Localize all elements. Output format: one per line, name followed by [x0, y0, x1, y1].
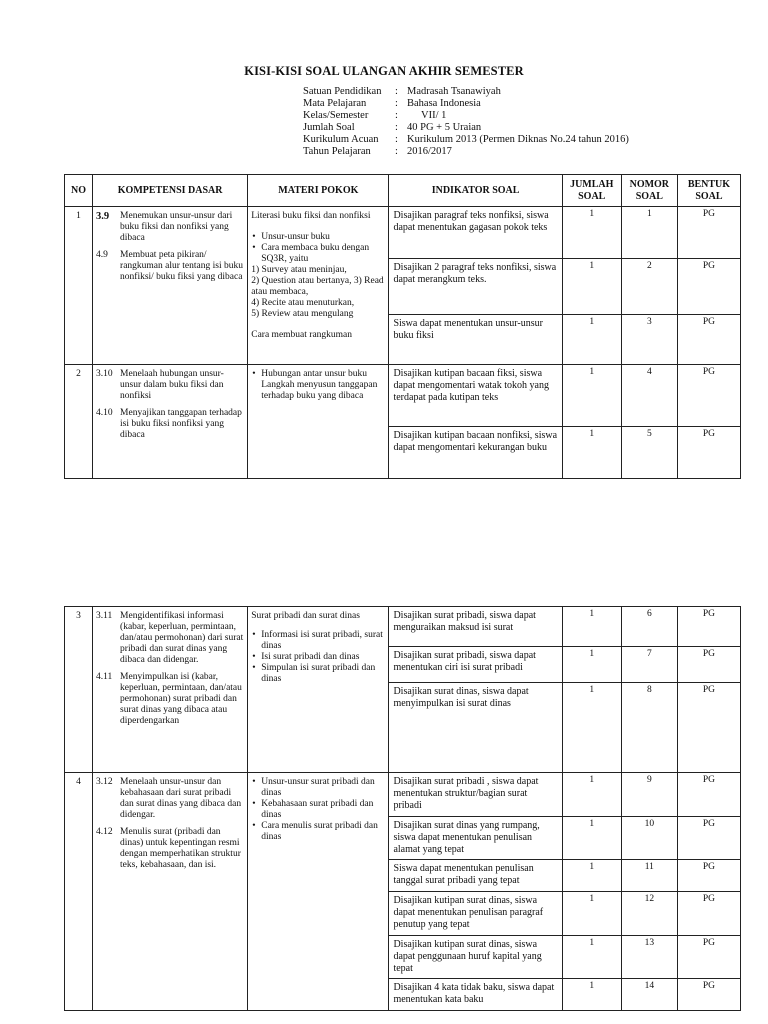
row-number: 1: [65, 207, 93, 365]
mp-list: [251, 232, 385, 265]
bentuk-cell: PG: [677, 427, 740, 479]
header-nomor-soal: NOMOR SOAL: [621, 175, 677, 207]
kd-text: Menyimpulkan isi (kabar, keperluan, permintaan, dan/atau permohonan) surat pribadi dan surat dinas yang dibaca atau diperdengarkan: [120, 672, 242, 726]
kd-item: [96, 827, 244, 871]
meta-row: [303, 146, 629, 158]
kd-text: Menyajikan tanggapan terhadap isi buku fiksi nonfiksi yang dibaca: [120, 408, 242, 440]
document-title: KISI-KISI SOAL ULANGAN AKHIR SEMESTER: [244, 64, 524, 78]
nomor-cell: 8: [621, 683, 677, 773]
materi-pokok-cell: [248, 207, 389, 365]
meta-row: [303, 86, 629, 98]
nomor-cell: 12: [621, 892, 677, 936]
mp-step: 1) Survey atau meninjau,: [251, 265, 347, 275]
indikator-cell: Disajikan paragraf teks nonfiksi, siswa dapat menentukan gagasan pokok teks: [389, 207, 562, 259]
kd-code: 3.10: [96, 369, 113, 379]
materi-pokok-cell: [248, 365, 389, 479]
kompetensi-dasar-cell: [93, 607, 248, 773]
bentuk-cell: PG: [677, 773, 740, 817]
nomor-cell: 14: [621, 979, 677, 1011]
meta-sep: :: [395, 98, 398, 109]
header-bentuk-soal: BENTUK SOAL: [677, 175, 740, 207]
meta-sep: :: [395, 134, 398, 145]
nomor-cell: 2: [621, 259, 677, 315]
mp-item: • Cara membaca buku dengan SQ3R, yaitu: [251, 243, 385, 265]
meta-row: [303, 134, 629, 146]
bentuk-cell: PG: [677, 259, 740, 315]
mp-item: • Unsur-unsur surat pribadi dan dinas: [251, 777, 385, 799]
kd-code: 4.10: [96, 408, 113, 418]
jumlah-cell: 1: [562, 427, 621, 479]
indikator-cell: Disajikan surat dinas, siswa dapat menyimpulkan isi surat dinas: [389, 683, 562, 773]
kompetensi-dasar-cell: [93, 207, 248, 365]
kd-item: [96, 611, 244, 666]
header-materi-pokok: MATERI POKOK: [248, 175, 389, 207]
nomor-cell: 10: [621, 817, 677, 860]
meta-sep: :: [395, 146, 398, 157]
indikator-cell: Disajikan surat pribadi, siswa dapat menentukan ciri isi surat pribadi: [389, 647, 562, 683]
bentuk-cell: PG: [677, 936, 740, 979]
mp-step: 2) Question atau bertanya, 3) Read atau membaca,: [251, 276, 384, 297]
mp-list: [251, 369, 385, 402]
meta-label: Mata Pelajaran: [303, 98, 367, 109]
meta-label: Kurikulum Acuan: [303, 134, 379, 145]
mp-item: • Simpulan isi surat pribadi dan dinas: [251, 663, 385, 685]
jumlah-cell: 1: [562, 647, 621, 683]
kd-code: 4.11: [96, 672, 113, 682]
table-row: [65, 607, 741, 647]
materi-pokok-cell: [248, 607, 389, 773]
jumlah-cell: 1: [562, 259, 621, 315]
jumlah-cell: 1: [562, 979, 621, 1011]
header-no: NO: [65, 175, 93, 207]
mp-list: [251, 630, 385, 685]
table-header-row: [65, 175, 741, 207]
meta-row: [303, 98, 629, 110]
kd-item: [96, 777, 244, 821]
nomor-cell: 11: [621, 860, 677, 892]
bentuk-cell: PG: [677, 315, 740, 365]
mp-item: • Isi surat pribadi dan dinas: [251, 652, 385, 663]
jumlah-cell: 1: [562, 683, 621, 773]
indikator-cell: Disajikan kutipan bacaan nonfiksi, siswa dapat mengomentari kekurangan buku: [389, 427, 562, 479]
indikator-cell: Siswa dapat menentukan penulisan tanggal surat pribadi yang tepat: [389, 860, 562, 892]
bentuk-cell: PG: [677, 683, 740, 773]
indikator-cell: Disajikan kutipan surat dinas, siswa dapat menentukan penulisan paragraf penutup yang tepat: [389, 892, 562, 936]
meta-value: 2016/2017: [407, 146, 452, 157]
kd-code: 4.9: [96, 250, 108, 260]
bentuk-cell: PG: [677, 207, 740, 259]
header-indikator-soal: INDIKATOR SOAL: [389, 175, 562, 207]
kd-text: Mengidentifikasi informasi (kabar, keperluan, permintaan, dan/atau permohonan) dari surat pribadi dan surat dinas yang dibaca dan didengar.: [120, 611, 244, 665]
nomor-cell: 7: [621, 647, 677, 683]
nomor-cell: 1: [621, 207, 677, 259]
meta-value: 40 PG + 5 Uraian: [407, 122, 482, 133]
mp-list: [251, 777, 385, 843]
indikator-cell: Disajikan surat pribadi, siswa dapat menguraikan maksud isi surat: [389, 607, 562, 647]
meta-value: Kurikulum 2013 (Permen Diknas No.24 tahun 2016): [407, 134, 629, 145]
mp-item: • Kebahasaan surat pribadi dan dinas: [251, 799, 385, 821]
kisi-kisi-table-page-1: [64, 174, 741, 479]
kd-text: Menelaah hubungan unsur-unsur dalam buku fiksi dan nonfiksi: [120, 369, 224, 401]
mp-title: Literasi buku fiksi dan nonfiksi: [251, 211, 371, 221]
meta-row: [303, 122, 629, 134]
meta-label: Satuan Pendidikan: [303, 86, 382, 97]
row-number: 3: [65, 607, 93, 773]
indikator-cell: Disajikan kutipan bacaan fiksi, siswa dapat mengomentari watak tokoh yang terdapat pada kutipan teks: [389, 365, 562, 427]
kompetensi-dasar-cell: [93, 365, 248, 479]
kd-code: 3.9: [96, 211, 110, 222]
kd-text: Menulis surat (pribadi dan dinas) untuk kepentingan resmi dengan memperhatikan struktur teks, kebahasaan, dan isi.: [120, 827, 241, 870]
indikator-cell: Siswa dapat menentukan unsur-unsur buku fiksi: [389, 315, 562, 365]
bentuk-cell: PG: [677, 892, 740, 936]
header-jumlah-soal: JUMLAH SOAL: [562, 175, 621, 207]
nomor-cell: 5: [621, 427, 677, 479]
mp-item: • Hubungan antar unsur buku Langkah menyusun tanggapan terhadap buku yang dibaca: [251, 369, 385, 402]
indikator-cell: Disajikan surat pribadi , siswa dapat menentukan struktur/bagian surat pribadi: [389, 773, 562, 817]
meta-label: Jumlah Soal: [303, 122, 355, 133]
jumlah-cell: 1: [562, 607, 621, 647]
meta-sep: :: [395, 86, 398, 97]
table-row: [65, 207, 741, 259]
meta-sep: :: [395, 122, 398, 133]
kd-code: 3.12: [96, 777, 113, 787]
jumlah-cell: 1: [562, 207, 621, 259]
kd-item: [96, 408, 244, 441]
kd-item: [96, 250, 244, 283]
bentuk-cell: PG: [677, 817, 740, 860]
jumlah-cell: 1: [562, 892, 621, 936]
nomor-cell: 6: [621, 607, 677, 647]
kd-text: Membuat peta pikiran/ rangkuman alur tentang isi buku nonfiksi/ buku fiksi yang dibaca: [120, 250, 243, 282]
table-row: [65, 365, 741, 427]
meta-value: VII/ 1: [421, 110, 447, 121]
meta-row: [303, 110, 629, 122]
kd-item: [96, 369, 244, 402]
meta-value: Bahasa Indonesia: [407, 98, 481, 109]
kisi-kisi-table-page-2: [64, 606, 741, 1011]
kd-code: 4.12: [96, 827, 113, 837]
table-row: [65, 773, 741, 817]
jumlah-cell: 1: [562, 315, 621, 365]
bentuk-cell: PG: [677, 365, 740, 427]
nomor-cell: 4: [621, 365, 677, 427]
jumlah-cell: 1: [562, 365, 621, 427]
nomor-cell: 3: [621, 315, 677, 365]
mp-step: 5) Review atau mengulang: [251, 309, 354, 319]
indikator-cell: Disajikan kutipan surat dinas, siswa dapat penggunaan huruf kapital yang tepat: [389, 936, 562, 979]
meta-label: Tahun Pelajaran: [303, 146, 371, 157]
jumlah-cell: 1: [562, 936, 621, 979]
bentuk-cell: PG: [677, 607, 740, 647]
jumlah-cell: 1: [562, 773, 621, 817]
bentuk-cell: PG: [677, 979, 740, 1011]
kd-item: [96, 211, 244, 244]
jumlah-cell: 1: [562, 860, 621, 892]
indikator-cell: Disajikan 2 paragraf teks nonfiksi, siswa dapat merangkum teks.: [389, 259, 562, 315]
mp-title: Surat pribadi dan surat dinas: [251, 611, 360, 621]
meta-label: Kelas/Semester: [303, 110, 369, 121]
mp-item: • Unsur-unsur buku: [251, 232, 385, 243]
mp-step: 4) Recite atau menuturkan,: [251, 298, 355, 308]
row-number: 2: [65, 365, 93, 479]
kd-code: 3.11: [96, 611, 113, 621]
mp-item: • Cara menulis surat pribadi dan dinas: [251, 821, 385, 843]
kompetensi-dasar-cell: [93, 773, 248, 1011]
row-number: 4: [65, 773, 93, 1011]
materi-pokok-cell: [248, 773, 389, 1011]
indikator-cell: Disajikan 4 kata tidak baku, siswa dapat menentukan kata baku: [389, 979, 562, 1011]
kd-text: Menemukan unsur-unsur dari buku fiksi dan nonfiksi yang dibaca: [120, 211, 233, 243]
document-meta: [303, 86, 629, 158]
meta-value: Madrasah Tsanawiyah: [407, 86, 501, 97]
kd-item: [96, 672, 244, 727]
mp-note: Cara membuat rangkuman: [251, 330, 353, 340]
bentuk-cell: PG: [677, 860, 740, 892]
jumlah-cell: 1: [562, 817, 621, 860]
kd-text: Menelaah unsur-unsur dan kebahasaan dari surat pribadi dan surat dinas yang dibaca dan didengar.: [120, 777, 242, 820]
nomor-cell: 9: [621, 773, 677, 817]
meta-sep: :: [395, 110, 398, 121]
mp-item: • Informasi isi surat pribadi, surat dinas: [251, 630, 385, 652]
bentuk-cell: PG: [677, 647, 740, 683]
indikator-cell: Disajikan surat dinas yang rumpang, siswa dapat menentukan penulisan alamat yang tepat: [389, 817, 562, 860]
nomor-cell: 13: [621, 936, 677, 979]
header-kompetensi-dasar: KOMPETENSI DASAR: [93, 175, 248, 207]
